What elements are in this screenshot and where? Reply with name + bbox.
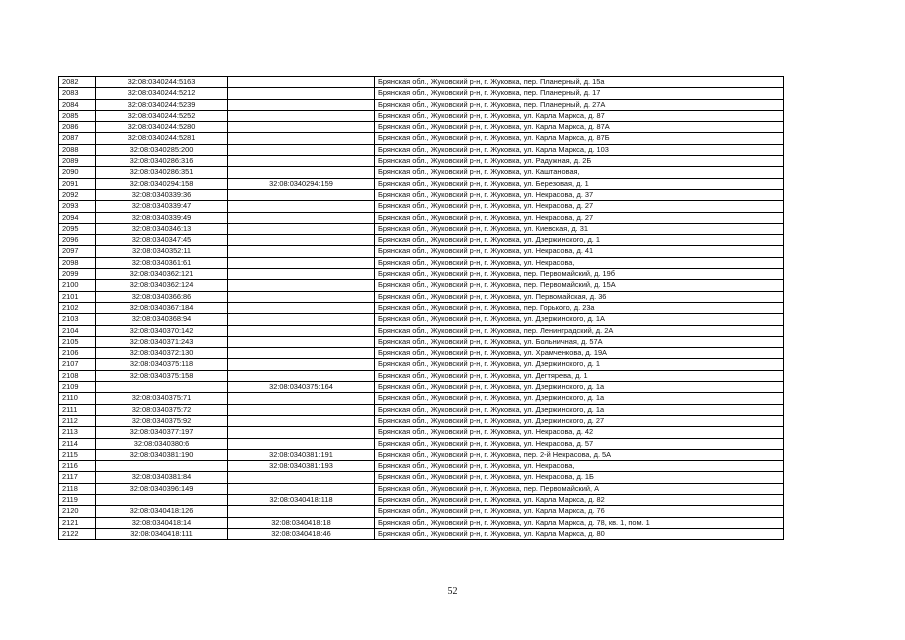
address-cell: Брянская обл., Жуковский р-н, г. Жуковка, ул. Дзержинского, д. 1а [375,404,784,415]
address-cell: Брянская обл., Жуковский р-н, г. Жуковка, пер. 2-й Некрасова, д. 5А [375,449,784,460]
table-row [59,314,784,325]
address-cell: Брянская обл., Жуковский р-н, г. Жуковка, ул. Некрасова, д. 27 [375,212,784,223]
row-number-cell: 2101 [59,291,96,302]
address-cell: Брянская обл., Жуковский р-н, г. Жуковка, ул. Дегтярева, д. 1 [375,370,784,381]
related-cadastral-number-cell [228,302,375,313]
cadastral-number-cell: 32:08:0340366:86 [96,291,228,302]
address-cell: Брянская обл., Жуковский р-н, г. Жуковка, пер. Первомайский, д. 15А [375,280,784,291]
row-number-cell: 2084 [59,99,96,110]
address-cell: Брянская обл., Жуковский р-н, г. Жуковка, ул. Дзержинского, д. 1 [375,359,784,370]
related-cadastral-number-cell [228,77,375,88]
row-number-cell: 2104 [59,325,96,336]
cadastral-number-cell: 32:08:0340375:118 [96,359,228,370]
cadastral-number-cell: 32:08:0340362:121 [96,269,228,280]
table-row [59,528,784,539]
row-number-cell: 2118 [59,483,96,494]
related-cadastral-number-cell [228,291,375,302]
row-number-cell: 2096 [59,235,96,246]
related-cadastral-number-cell: 32:08:0340418:18 [228,517,375,528]
cadastral-number-cell: 32:08:0340244:5163 [96,77,228,88]
table-row [59,427,784,438]
row-number-cell: 2115 [59,449,96,460]
address-cell: Брянская обл., Жуковский р-н, г. Жуковка, ул. Дзержинского, д. 1 [375,235,784,246]
related-cadastral-number-cell [228,257,375,268]
table-row [59,472,784,483]
table-row [59,144,784,155]
row-number-cell: 2107 [59,359,96,370]
table-row [59,506,784,517]
table-row [59,438,784,449]
cadastral-number-cell: 32:08:0340381:190 [96,449,228,460]
related-cadastral-number-cell [228,427,375,438]
related-cadastral-number-cell [228,370,375,381]
address-cell: Брянская обл., Жуковский р-н, г. Жуковка, ул. Некрасова, д. 57 [375,438,784,449]
table-row [59,167,784,178]
related-cadastral-number-cell [228,144,375,155]
row-number-cell: 2117 [59,472,96,483]
address-cell: Брянская обл., Жуковский р-н, г. Жуковка, ул. Карла Маркса, д. 78, кв. 1, пом. 1 [375,517,784,528]
table-row [59,359,784,370]
address-cell: Брянская обл., Жуковский р-н, г. Жуковка, ул. Карла Маркса, д. 87Б [375,133,784,144]
table-row [59,133,784,144]
address-cell: Брянская обл., Жуковский р-н, г. Жуковка, ул. Некрасова, д. 42 [375,427,784,438]
address-cell: Брянская обл., Жуковский р-н, г. Жуковка, ул. Радужная, д. 2Б [375,156,784,167]
address-cell: Брянская обл., Жуковский р-н, г. Жуковка, ул. Некрасова, д. 27 [375,201,784,212]
address-cell: Брянская обл., Жуковский р-н, г. Жуковка, ул. Карла Маркса, д. 82 [375,494,784,505]
table-row [59,393,784,404]
related-cadastral-number-cell [228,167,375,178]
row-number-cell: 2088 [59,144,96,155]
page-number: 52 [447,586,458,597]
cadastral-number-cell: 32:08:0340371:243 [96,336,228,347]
table-row [59,156,784,167]
related-cadastral-number-cell [228,348,375,359]
row-number-cell: 2106 [59,348,96,359]
address-cell: Брянская обл., Жуковский р-н, г. Жуковка, ул. Некрасова, [375,257,784,268]
address-cell: Брянская обл., Жуковский р-н, г. Жуковка, пер. Ленинградский, д. 2А [375,325,784,336]
cadastral-number-cell: 32:08:0340380:6 [96,438,228,449]
table-row [59,336,784,347]
row-number-cell: 2095 [59,223,96,234]
cadastral-number-cell: 32:08:0340286:316 [96,156,228,167]
cadastral-number-cell: 32:08:0340285:200 [96,144,228,155]
cadastral-number-cell: 32:08:0340375:158 [96,370,228,381]
row-number-cell: 2082 [59,77,96,88]
related-cadastral-number-cell [228,506,375,517]
related-cadastral-number-cell [228,404,375,415]
related-cadastral-number-cell [228,280,375,291]
table-row [59,370,784,381]
related-cadastral-number-cell [228,133,375,144]
related-cadastral-number-cell [228,246,375,257]
row-number-cell: 2121 [59,517,96,528]
table-row [59,88,784,99]
cadastral-number-cell [96,494,228,505]
row-number-cell: 2093 [59,201,96,212]
row-number-cell: 2109 [59,382,96,393]
row-number-cell: 2119 [59,494,96,505]
table-row [59,235,784,246]
cadastral-number-cell: 32:08:0340362:124 [96,280,228,291]
address-cell: Брянская обл., Жуковский р-н, г. Жуковка, пер. Горького, д. 23а [375,302,784,313]
cadastral-number-cell: 32:08:0340372:130 [96,348,228,359]
table-row [59,201,784,212]
row-number-cell: 2103 [59,314,96,325]
related-cadastral-number-cell [228,223,375,234]
cadastral-number-cell: 32:08:0340361:61 [96,257,228,268]
related-cadastral-number-cell [228,314,375,325]
cadastral-number-cell: 32:08:0340339:49 [96,212,228,223]
cadastral-number-cell: 32:08:0340418:111 [96,528,228,539]
related-cadastral-number-cell [228,325,375,336]
address-cell: Брянская обл., Жуковский р-н, г. Жуковка, ул. Некрасова, д. 1Б [375,472,784,483]
table-row [59,382,784,393]
related-cadastral-number-cell: 32:08:0340418:118 [228,494,375,505]
related-cadastral-number-cell: 32:08:0340418:46 [228,528,375,539]
address-cell: Брянская обл., Жуковский р-н, г. Жуковка, ул. Карла Маркса, д. 80 [375,528,784,539]
row-number-cell: 2090 [59,167,96,178]
related-cadastral-number-cell: 32:08:0340294:159 [228,178,375,189]
row-number-cell: 2085 [59,110,96,121]
address-cell: Брянская обл., Жуковский р-н, г. Жуковка, ул. Больничная, д. 57А [375,336,784,347]
address-cell: Брянская обл., Жуковский р-н, г. Жуковка, ул. Карла Маркса, д. 76 [375,506,784,517]
cadastral-number-cell: 32:08:0340286:351 [96,167,228,178]
related-cadastral-number-cell [228,269,375,280]
table-row [59,122,784,133]
row-number-cell: 2122 [59,528,96,539]
related-cadastral-number-cell [228,189,375,200]
cadastral-number-cell: 32:08:0340347:45 [96,235,228,246]
row-number-cell: 2086 [59,122,96,133]
address-cell: Брянская обл., Жуковский р-н, г. Жуковка, ул. Некрасова, [375,461,784,472]
cadastral-registry-table [58,76,784,540]
cadastral-number-cell: 32:08:0340418:14 [96,517,228,528]
table-row [59,269,784,280]
cadastral-number-cell: 32:08:0340368:94 [96,314,228,325]
related-cadastral-number-cell [228,336,375,347]
cadastral-number-cell: 32:08:0340339:36 [96,189,228,200]
table-row [59,257,784,268]
cadastral-number-cell: 32:08:0340294:158 [96,178,228,189]
row-number-cell: 2091 [59,178,96,189]
related-cadastral-number-cell [228,212,375,223]
address-cell: Брянская обл., Жуковский р-н, г. Жуковка, ул. Карла Маркса, д. 103 [375,144,784,155]
address-cell: Брянская обл., Жуковский р-н, г. Жуковка, пер. Первомайский, А [375,483,784,494]
table-row [59,483,784,494]
related-cadastral-number-cell [228,483,375,494]
cadastral-number-cell: 32:08:0340375:71 [96,393,228,404]
table-row [59,325,784,336]
related-cadastral-number-cell [228,235,375,246]
address-cell: Брянская обл., Жуковский р-н, г. Жуковка, ул. Киевская, д. 31 [375,223,784,234]
cadastral-number-cell: 32:08:0340244:5280 [96,122,228,133]
row-number-cell: 2116 [59,461,96,472]
row-number-cell: 2092 [59,189,96,200]
row-number-cell: 2108 [59,370,96,381]
table-row [59,189,784,200]
cadastral-number-cell [96,382,228,393]
related-cadastral-number-cell [228,393,375,404]
address-cell: Брянская обл., Жуковский р-н, г. Жуковка, ул. Дзержинского, д. 1а [375,382,784,393]
row-number-cell: 2100 [59,280,96,291]
address-cell: Брянская обл., Жуковский р-н, г. Жуковка, ул. Дзержинского, д. 1а [375,393,784,404]
cadastral-number-cell: 32:08:0340346:13 [96,223,228,234]
related-cadastral-number-cell: 32:08:0340375:164 [228,382,375,393]
related-cadastral-number-cell [228,88,375,99]
row-number-cell: 2114 [59,438,96,449]
related-cadastral-number-cell [228,201,375,212]
table-row [59,348,784,359]
table-row [59,517,784,528]
row-number-cell: 2097 [59,246,96,257]
address-cell: Брянская обл., Жуковский р-н, г. Жуковка, пер. Планерный, д. 15а [375,77,784,88]
cadastral-number-cell: 32:08:0340418:126 [96,506,228,517]
row-number-cell: 2083 [59,88,96,99]
table-row [59,280,784,291]
row-number-cell: 2120 [59,506,96,517]
related-cadastral-number-cell [228,359,375,370]
address-cell: Брянская обл., Жуковский р-н, г. Жуковка, ул. Карла Маркса, д. 87А [375,122,784,133]
table-row [59,212,784,223]
address-cell: Брянская обл., Жуковский р-н, г. Жуковка, ул. Карла Маркса, д. 87 [375,110,784,121]
table-row [59,178,784,189]
table-row [59,99,784,110]
related-cadastral-number-cell [228,122,375,133]
cadastral-number-cell: 32:08:0340244:5212 [96,88,228,99]
address-cell: Брянская обл., Жуковский р-н, г. Жуковка, ул. Храмченкова, д. 19А [375,348,784,359]
cadastral-number-cell: 32:08:0340370:142 [96,325,228,336]
table-row [59,246,784,257]
related-cadastral-number-cell [228,99,375,110]
cadastral-number-cell: 32:08:0340381:84 [96,472,228,483]
cadastral-number-cell: 32:08:0340375:92 [96,415,228,426]
cadastral-number-cell: 32:08:0340244:5239 [96,99,228,110]
row-number-cell: 2087 [59,133,96,144]
cadastral-number-cell: 32:08:0340352:11 [96,246,228,257]
address-cell: Брянская обл., Жуковский р-н, г. Жуковка, пер. Первомайский, д. 19б [375,269,784,280]
row-number-cell: 2102 [59,302,96,313]
row-number-cell: 2112 [59,415,96,426]
address-cell: Брянская обл., Жуковский р-н, г. Жуковка, ул. Некрасова, д. 41 [375,246,784,257]
row-number-cell: 2089 [59,156,96,167]
table-row [59,404,784,415]
row-number-cell: 2099 [59,269,96,280]
table-row [59,449,784,460]
cadastral-number-cell: 32:08:0340339:47 [96,201,228,212]
table-row [59,415,784,426]
related-cadastral-number-cell [228,156,375,167]
related-cadastral-number-cell [228,110,375,121]
address-cell: Брянская обл., Жуковский р-н, г. Жуковка, ул. Дзержинского, д. 27 [375,415,784,426]
row-number-cell: 2113 [59,427,96,438]
table-row [59,77,784,88]
table-row [59,291,784,302]
row-number-cell: 2110 [59,393,96,404]
related-cadastral-number-cell [228,438,375,449]
row-number-cell: 2094 [59,212,96,223]
address-cell: Брянская обл., Жуковский р-н, г. Жуковка, ул. Березовая, д. 1 [375,178,784,189]
address-cell: Брянская обл., Жуковский р-н, г. Жуковка, ул. Дзержинского, д. 1А [375,314,784,325]
cadastral-number-cell: 32:08:0340244:5252 [96,110,228,121]
registry-table-body [59,77,784,540]
cadastral-number-cell: 32:08:0340244:5281 [96,133,228,144]
cadastral-number-cell: 32:08:0340396:149 [96,483,228,494]
table-row [59,461,784,472]
cadastral-number-cell [96,461,228,472]
address-cell: Брянская обл., Жуковский р-н, г. Жуковка, ул. Каштановая, [375,167,784,178]
row-number-cell: 2105 [59,336,96,347]
table-row [59,223,784,234]
related-cadastral-number-cell [228,472,375,483]
address-cell: Брянская обл., Жуковский р-н, г. Жуковка, пер. Планерный, д. 27А [375,99,784,110]
table-row [59,110,784,121]
related-cadastral-number-cell [228,415,375,426]
address-cell: Брянская обл., Жуковский р-н, г. Жуковка, пер. Планерный, д. 17 [375,88,784,99]
related-cadastral-number-cell: 32:08:0340381:191 [228,449,375,460]
table-row [59,302,784,313]
cadastral-number-cell: 32:08:0340377:197 [96,427,228,438]
cadastral-number-cell: 32:08:0340375:72 [96,404,228,415]
table-row [59,494,784,505]
cadastral-number-cell: 32:08:0340367:184 [96,302,228,313]
related-cadastral-number-cell: 32:08:0340381:193 [228,461,375,472]
row-number-cell: 2098 [59,257,96,268]
address-cell: Брянская обл., Жуковский р-н, г. Жуковка, ул. Некрасова, д. 37 [375,189,784,200]
row-number-cell: 2111 [59,404,96,415]
address-cell: Брянская обл., Жуковский р-н, г. Жуковка, ул. Первомайская, д. 36 [375,291,784,302]
